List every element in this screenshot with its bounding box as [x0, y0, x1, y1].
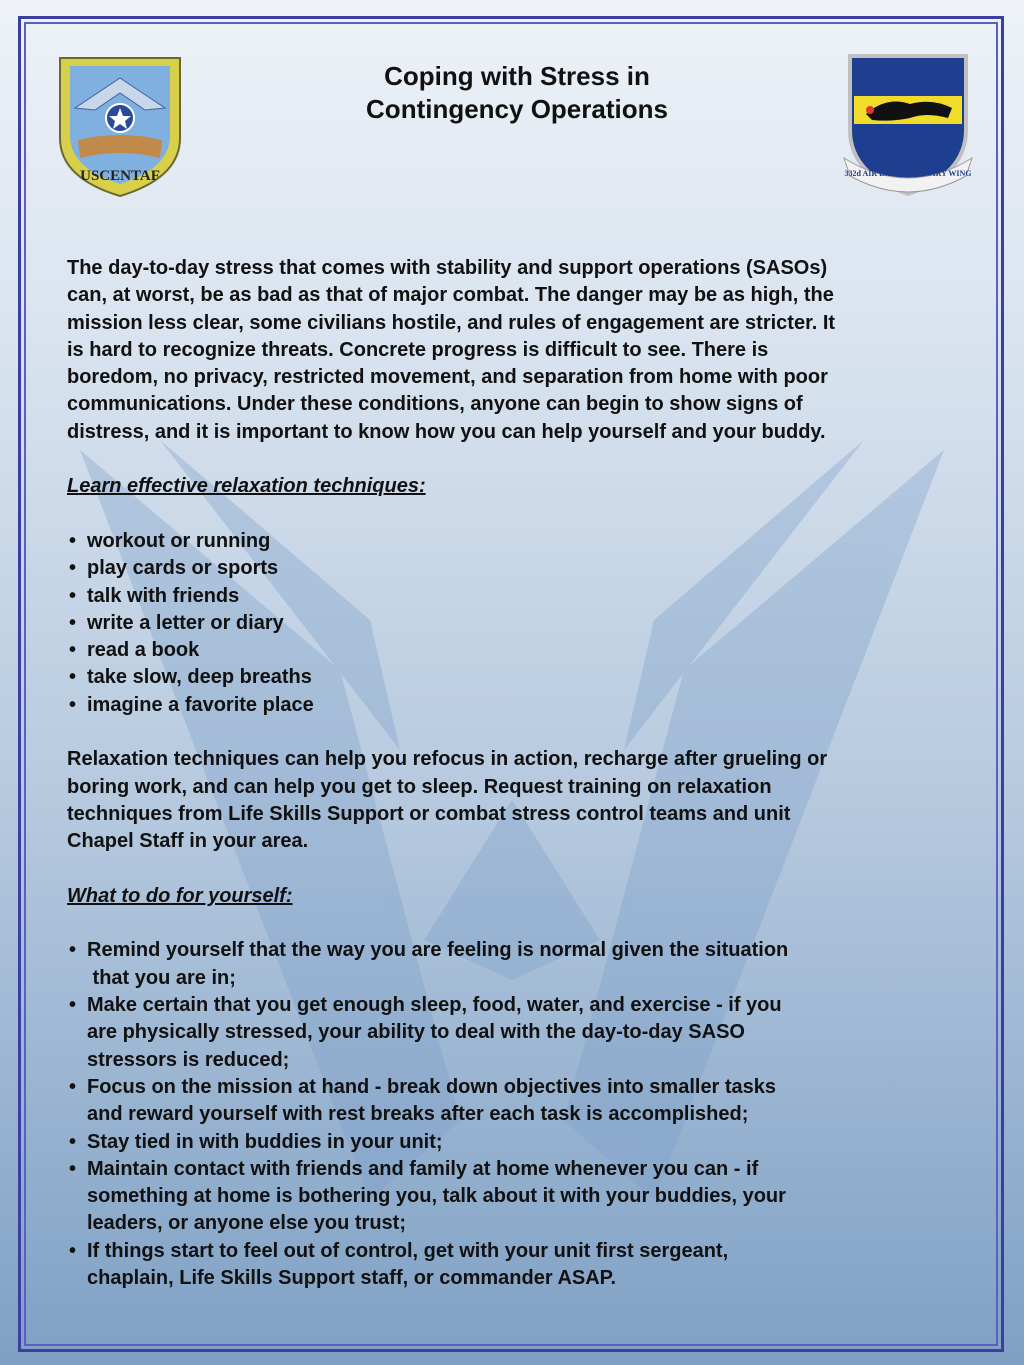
paragraph-line: Chapel Staff in your area. [67, 830, 309, 853]
list-item-text: Maintain contact with friends and family at home whenever you can - if [87, 1157, 759, 1180]
bullet-icon: • [69, 639, 77, 662]
bullet-icon: • [69, 994, 77, 1017]
paragraph-line: boring work, and can help you get to sleep. Request training on relaxation [67, 775, 772, 798]
list-item [67, 1129, 967, 1156]
relaxation-list [67, 528, 967, 719]
list-item-text: are physically stressed, your ability to deal with the day-to-day SASO [87, 1021, 745, 1044]
list-item [67, 583, 967, 610]
list-item-text: write a letter or diary [87, 611, 284, 634]
list-item [67, 637, 967, 664]
right-logo-text: 332d AIR EXPEDITIONARY WING [844, 169, 972, 178]
list-item-text: Make certain that you get enough sleep, food, water, and exercise - if you [87, 994, 782, 1017]
list-item-text: leaders, or anyone else you trust; [87, 1212, 406, 1235]
list-item [67, 610, 967, 637]
list-item-text: chaplain, Life Skills Support staff, or commander ASAP. [87, 1266, 617, 1289]
intro-line: boredom, no privacy, restricted movement, and separation from home with poor [67, 366, 828, 389]
self-care-list [67, 937, 967, 1292]
title-line: Coping with Stress in [384, 61, 650, 91]
relaxation-heading: Learn effective relaxation techniques: [67, 475, 426, 498]
intro-line: can, at worst, be as bad as that of major combat. The danger may be as high, the [67, 284, 834, 307]
list-item-text: If things start to feel out of control, get with your unit first sergeant, [87, 1239, 729, 1262]
intro-line: The day-to-day stress that comes with stability and support operations (SASOs) [67, 257, 828, 279]
list-item-text: that you are in; [87, 966, 236, 989]
bullet-icon: • [69, 939, 77, 962]
bullet-icon: • [69, 1157, 77, 1180]
list-item-text: talk with friends [87, 584, 240, 607]
list-item-text: something at home is bothering you, talk about it with your buddies, your [87, 1185, 786, 1208]
bullet-icon: • [69, 1130, 77, 1153]
list-item-text: imagine a favorite place [87, 693, 314, 716]
intro-line: is hard to recognize threats. Concrete progress is difficult to see. There is [67, 338, 769, 361]
list-item-text: read a book [87, 639, 200, 662]
bullet-icon: • [69, 584, 77, 607]
bullet-icon: • [69, 1239, 77, 1262]
list-item [67, 664, 967, 691]
list-item [67, 1238, 967, 1293]
page-title [300, 60, 734, 126]
intro-line: communications. Under these conditions, anyone can begin to show signs of [67, 393, 803, 416]
paragraph-line: Relaxation techniques can help you refocus in action, recharge after grueling or [67, 748, 828, 771]
uscentaf-shield-logo [50, 48, 190, 198]
bullet-icon: • [69, 666, 77, 689]
intro-line: distress, and it is important to know how you can help yourself and your buddy. [67, 420, 826, 443]
list-item-text: Remind yourself that the way you are feeling is normal given the situation [87, 939, 789, 962]
bullet-icon: • [69, 693, 77, 716]
bullet-icon: • [69, 1075, 77, 1098]
intro-line: mission less clear, some civilians hostile, and rules of engagement are stricter. It [67, 311, 836, 334]
list-item-text: Focus on the mission at hand - break down objectives into smaller tasks [87, 1075, 777, 1098]
list-item [67, 555, 967, 582]
list-item [67, 937, 967, 992]
bullet-icon: • [69, 557, 77, 580]
list-item [67, 1074, 967, 1129]
list-item [67, 1156, 967, 1238]
list-item-text: take slow, deep breaths [87, 666, 312, 689]
relaxation-paragraph [67, 746, 967, 855]
intro-paragraph [67, 255, 967, 446]
list-item [67, 528, 967, 555]
bullet-icon: • [69, 529, 77, 552]
list-item-text: stressors is reduced; [87, 1048, 290, 1071]
main-content [67, 255, 967, 1292]
left-logo-text: USCENTAF [80, 168, 160, 184]
list-item-text: Stay tied in with buddies in your unit; [87, 1130, 443, 1153]
self-care-heading: What to do for yourself: [67, 884, 293, 907]
list-item-text: workout or running [87, 529, 271, 552]
list-item [67, 992, 967, 1074]
list-item [67, 692, 967, 719]
bullet-icon: • [69, 611, 77, 634]
paragraph-line: techniques from Life Skills Support or combat stress control teams and unit [67, 802, 791, 825]
list-item-text: play cards or sports [87, 557, 279, 580]
list-item-text: and reward yourself with rest breaks after each task is accomplished; [87, 1103, 749, 1126]
332d-air-expeditionary-wing-logo [836, 48, 980, 198]
title-line: Contingency Operations [366, 94, 668, 124]
